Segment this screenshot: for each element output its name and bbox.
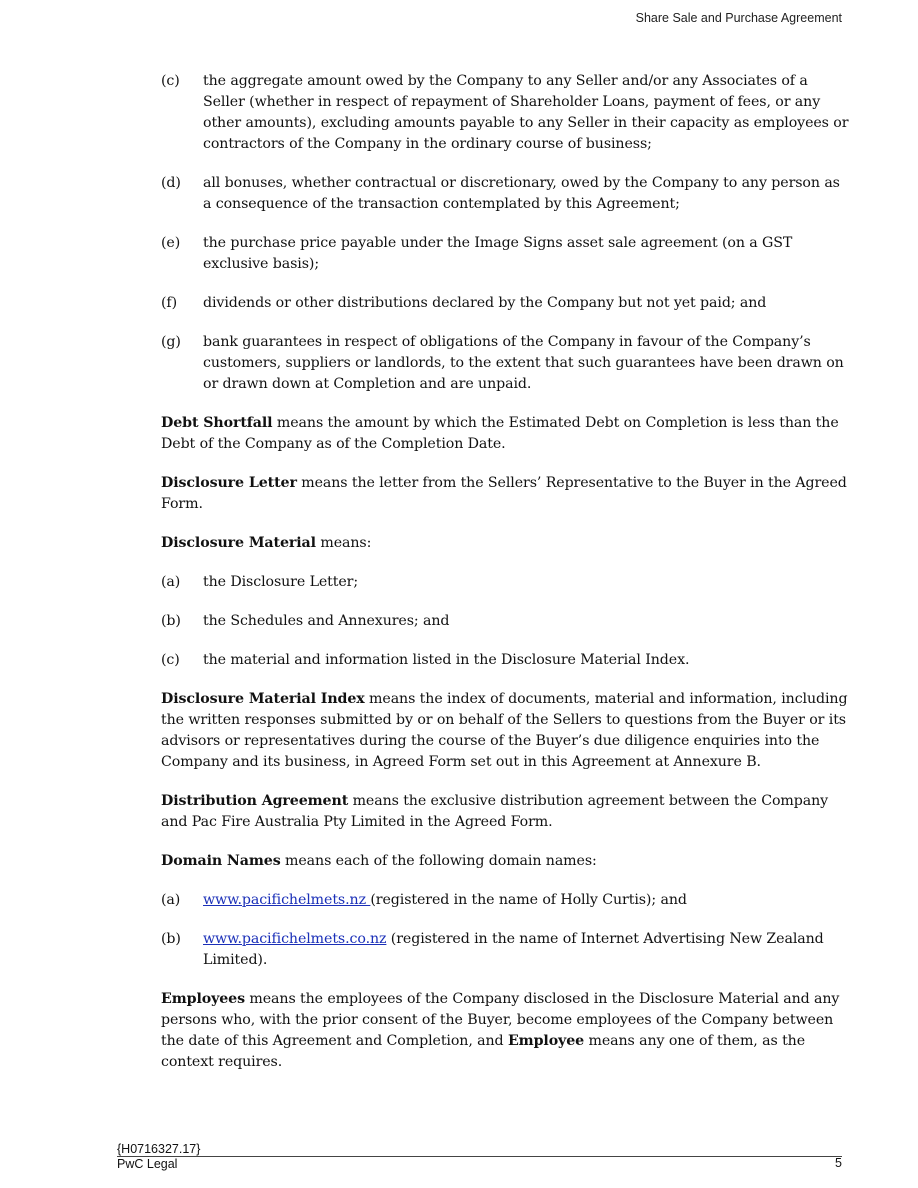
footer	[117, 1142, 842, 1171]
list-item-number: (f)	[161, 295, 178, 311]
list-item-disclosure-c	[161, 650, 849, 671]
list-item-debt-d	[161, 173, 849, 215]
defined-term: Domain Names	[161, 853, 281, 869]
definition-text: means the amount by which the Estimated Debt on Completion is less than the Debt of the Company as of the Completion Date.	[161, 415, 839, 452]
defined-term: Disclosure Material	[161, 535, 316, 551]
list-item-number: (g)	[161, 334, 181, 350]
list-item-number: (b)	[161, 931, 181, 947]
list-item-number: (b)	[161, 613, 181, 629]
definition-debt-shortfall	[161, 413, 849, 455]
definition-text: means the letter from the Sellers’ Representative to the Buyer in the Agreed Form.	[161, 475, 847, 512]
list-item-debt-g	[161, 332, 849, 395]
list-item-text: all bonuses, whether contractual or discretionary, owed by the Company to any person as a consequence of the transaction contemplated by this Agreement;	[203, 175, 840, 212]
defined-term: Distribution Agreement	[161, 793, 349, 809]
list-item-text: (registered in the name of Holly Curtis); and	[370, 892, 687, 908]
list-item-text: the material and information listed in the Disclosure Material Index.	[203, 652, 690, 668]
list-item-text: bank guarantees in respect of obligations of the Company in favour of the Company’s customers, suppliers or landlords, to the extent that such guarantees have been drawn on or drawn down at Completion and are unpaid.	[203, 334, 844, 392]
definition-text: means the exclusive distribution agreement between the Company and Pac Fire Australia Pty Limited in the Agreed Form.	[161, 793, 829, 830]
list-item-text: (registered in the name of Internet Advertising New Zealand Limited).	[203, 931, 824, 968]
defined-term: Employees	[161, 991, 245, 1007]
defined-term: Debt Shortfall	[161, 415, 273, 431]
list-item-number: (a)	[161, 892, 181, 908]
definition-text: means the employees of the Company disclosed in the Disclosure Material and any persons who, with the prior consent of the Buyer, become employees of the Company between the date of this Agreement and Completion, and	[161, 991, 840, 1049]
domain-link-pacifichelmets-co-nz[interactable]: www.pacifichelmets.co.nz	[203, 931, 387, 947]
definition-distribution-agreement	[161, 791, 849, 833]
defined-term-employee: Employee	[507, 1033, 585, 1049]
definition-disclosure-letter	[161, 473, 849, 515]
list-item-debt-f	[161, 293, 849, 314]
list-item-disclosure-b	[161, 611, 849, 632]
definition-text-continued: means any one of them, as the context requires.	[161, 1033, 806, 1070]
domain-link-pacifichelmets-nz[interactable]: www.pacifichelmets.nz	[203, 892, 371, 908]
running-header-title: Share Sale and Purchase Agreement	[635, 11, 842, 25]
list-item-number: (c)	[161, 652, 180, 668]
definition-domain-names	[161, 851, 849, 872]
footer-doc-ref: {H0716327.17}	[117, 1142, 201, 1156]
list-item-debt-e	[161, 233, 849, 275]
list-item-domain-b	[161, 929, 849, 971]
page-number: 5	[835, 1156, 842, 1170]
definition-disclosure-material	[161, 533, 849, 554]
list-item-text: the Schedules and Annexures; and	[203, 613, 450, 629]
list-item-number: (a)	[161, 574, 181, 590]
footer-firm-name: PwC Legal	[117, 1157, 178, 1171]
list-item-text: the Disclosure Letter;	[203, 574, 359, 590]
defined-term: Disclosure Material Index	[161, 691, 365, 707]
definition-text: means the index of documents, material and information, including the written responses submitted by or on behalf of the Sellers to questions from the Buyer or its advisors or representatives during the course of the Buyer’s due diligence enquiries into the Company and its business, in Agreed Form set out in this Agreement at Annexure B.	[161, 691, 848, 770]
list-item-domain-a	[161, 890, 849, 911]
list-item-text: dividends or other distributions declared by the Company but not yet paid; and	[203, 295, 767, 311]
definition-employees	[161, 989, 849, 1073]
list-item-text: the aggregate amount owed by the Company to any Seller and/or any Associates of a Seller (whether in respect of repayment of Shareholder Loans, payment of fees, or any other amounts), excluding amounts payable to any Seller in their capacity as employees or contractors of the Company in the ordinary course of business;	[203, 73, 849, 152]
definition-text: means:	[315, 535, 372, 551]
list-item-text: the purchase price payable under the Image Signs asset sale agreement (on a GST exclusive basis);	[203, 235, 793, 272]
definition-text: means each of the following domain names:	[280, 853, 597, 869]
list-item-number: (c)	[161, 73, 180, 89]
list-item-debt-c	[161, 71, 849, 155]
defined-term: Disclosure Letter	[161, 475, 297, 491]
list-item-disclosure-a	[161, 572, 849, 593]
document-body	[161, 71, 849, 1091]
definition-disclosure-material-index	[161, 689, 849, 773]
list-item-number: (d)	[161, 175, 181, 191]
list-item-number: (e)	[161, 235, 181, 251]
